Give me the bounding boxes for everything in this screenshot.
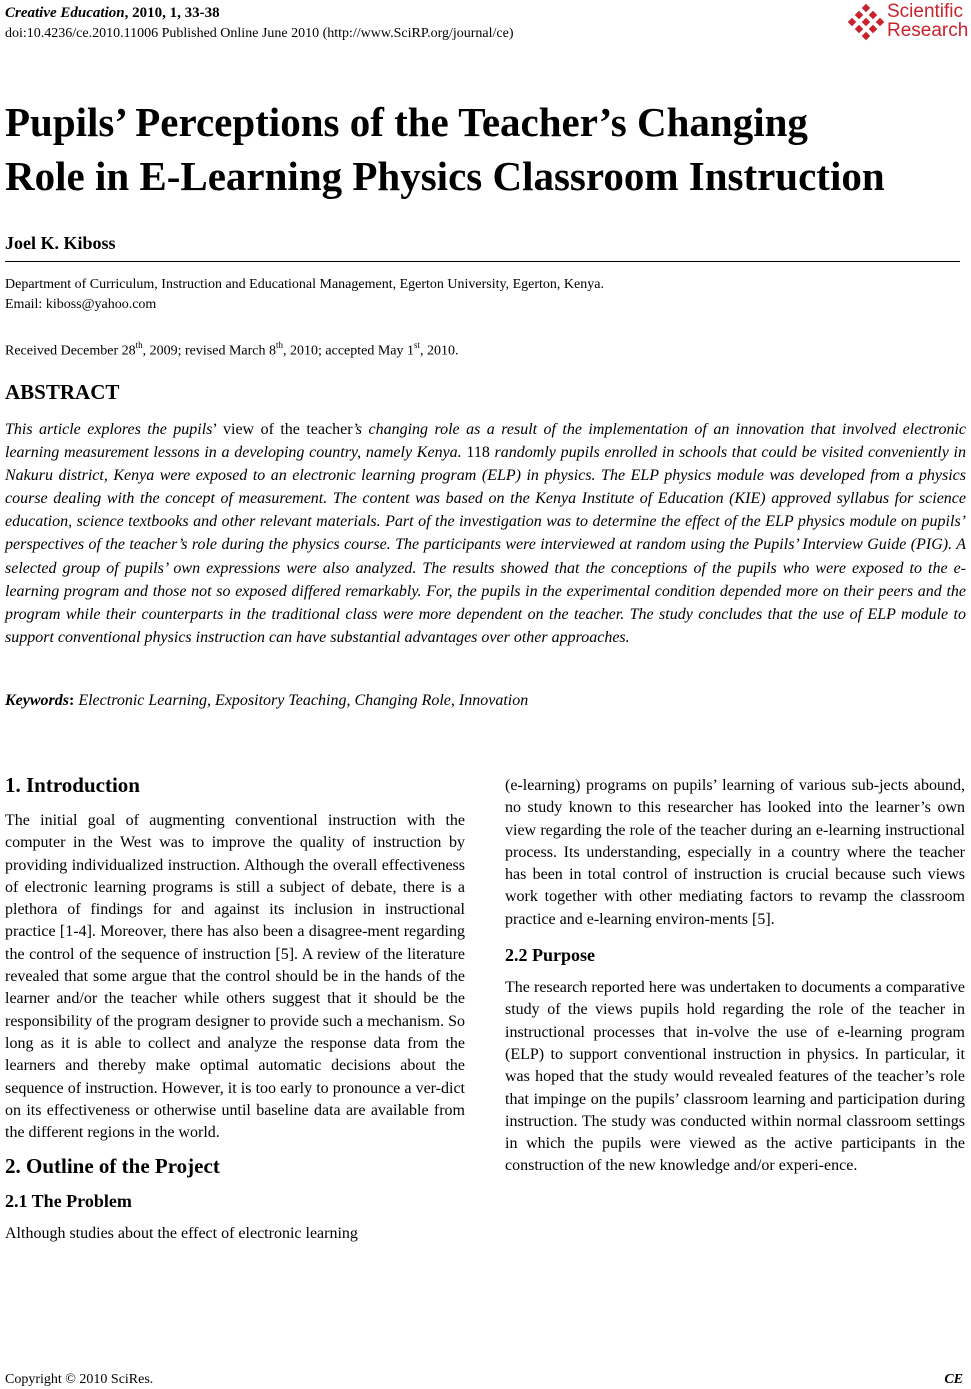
journal-citation bbox=[5, 4, 220, 22]
journal-name: Creative Education bbox=[5, 5, 125, 21]
abstract-text: This article explores the pupils bbox=[5, 421, 213, 438]
abstract-text: ) approved syllabus for science education, science textbooks and other relevant materials. Part of the investigation was to determine the effect of the ELP physics module on pupils bbox=[5, 490, 966, 531]
logo-line-2: Research bbox=[887, 20, 969, 41]
abstract-text: ’ own expressions were also analyzed. The results showed that the conceptions of the pupils who were exposed to the e-learning program and those not so exposed differed remarkably. For, the pupils in the experimental condition depended more on their peers and the program while their counterparts in the traditional class were more dependent on the teacher. The study concludes that the use of ELP module to support conventional physics instruction can have substantial advantages over other approaches. bbox=[5, 559, 967, 646]
date-suffix: st bbox=[414, 340, 421, 350]
footer-journal-abbrev: CE bbox=[944, 1372, 963, 1387]
abstract-body bbox=[5, 418, 966, 649]
section-heading-introduction: 1. Introduction bbox=[5, 773, 140, 797]
abstract-text: ’s role during the physics course. The participants were interviewed at random using the Pupils bbox=[177, 536, 795, 554]
abstract-text: ) in physics. The ELP physics module was developed from a physics course dealing with the concept of measurement. The content was based on the Kenya Institute of Education ( bbox=[5, 467, 967, 508]
abstract-acronym: PIG bbox=[916, 536, 943, 554]
logo-line-1: Scientific bbox=[887, 1, 964, 22]
revised-text: , 2009; revised March 8 bbox=[142, 343, 276, 359]
year-text: , 2010. bbox=[420, 343, 459, 359]
right-column bbox=[505, 775, 965, 1178]
keywords-label: Keywords bbox=[5, 692, 69, 709]
received-dates bbox=[5, 337, 459, 361]
abstract-heading: ABSTRACT bbox=[5, 380, 120, 404]
keywords-colon: : bbox=[69, 692, 79, 709]
publisher-logo bbox=[847, 2, 967, 46]
keywords bbox=[5, 690, 965, 712]
left-column bbox=[5, 772, 465, 1246]
abstract-text: ’ Interview Guide ( bbox=[794, 536, 917, 554]
abstract-text: ’ perspectives of the teacher bbox=[5, 513, 966, 554]
subsection-heading-purpose: 2.2 Purpose bbox=[505, 945, 595, 966]
paragraph-purpose: The research reported here was undertaken to documents a comparative study of the views pupils hold regarding the role of the teacher in instructional processes that in-volve the use of e-learning program (ELP) to support conventional instruction in physics. In particular, it was hoped that the study would revealed features of the teacher’s role that impinge on the pupils’ classroom learning and participation during instruction. The study was conducted within normal classroom settings in which the pupils were viewed as the active participants in the construction of the new knowledge and/or experi-ence. bbox=[505, 979, 965, 1175]
keywords-list: Electronic Learning, Expository Teaching, Changing Role, Innovation bbox=[78, 692, 529, 709]
paper-title bbox=[5, 95, 965, 203]
footer-copyright: Copyright © 2010 SciRes. bbox=[5, 1372, 154, 1387]
affiliation: Department of Curriculum, Instruction and Educational Management, Egerton University, Egerton, Kenya. bbox=[5, 277, 604, 292]
abstract-text: randomly pupils enrolled in schools that could be visited conveniently in Nakuru district, Kenya were exposed to an electronic learning program ( bbox=[5, 444, 966, 485]
logo-text bbox=[887, 2, 968, 40]
title-divider bbox=[5, 261, 960, 262]
received-text: Received December 28 bbox=[5, 343, 136, 359]
date-suffix: th bbox=[135, 340, 143, 350]
subsection-heading-problem: 2.1 The Problem bbox=[5, 1191, 132, 1212]
abstract-acronym: ELP bbox=[487, 467, 516, 485]
paragraph-introduction: The initial goal of augmenting conventional instruction with the computer in the West was to improve the quality of instruction by providing individualized instruction. Although the overall effectiveness of electronic learning programs is still a subject of debate, there is a plethora of findings for and against its inclusion in instructional practice [1-4]. Moreover, there has also been a disagree-ment regarding the control of the sequence of instruction [5]. A review of the literature revealed that some argue that the control should be in the hands of the learner and/or the teacher while others suggest that it should be the responsibility of the program designer to provide such a mechanism. So long as it is able to collect and analyze the response data from the learners and thereby make optimal automatic decisions about the sequence of instruction. However, it is too early to pronounce a ver-dict on its effectiveness or otherwise until baseline data are available from the different regions in the world. bbox=[5, 812, 465, 1142]
scirp-diamond-logo-icon bbox=[847, 4, 885, 42]
section-heading-outline: 2. Outline of the Project bbox=[5, 1154, 220, 1179]
paragraph-problem-continued: (e-learning) programs on pupils’ learning of various sub-jects abound, no study known to this researcher has looked into the learner’s own view regarding the role of the teacher during an e-learning instructional process. Its understanding, especially in a country where the teacher has been in total control of instruction is crucial because such views work together with other mediating factors to revamp the classroom practice and e-learning environ-ments [5]. bbox=[505, 777, 965, 928]
title-line-2: Role in E-Learning Physics Classroom Instruction bbox=[5, 153, 885, 199]
date-suffix: th bbox=[275, 340, 283, 350]
abstract-text: ’s changing role as a result of the implementation of an innovation that involved electronic learning measurement lessons in a developing country, namely Kenya. bbox=[5, 421, 967, 462]
author-name: Joel K. Kiboss bbox=[5, 233, 116, 253]
abstract-text: ). A selected group of pupils bbox=[5, 536, 967, 577]
paragraph-problem: Although studies about the effect of electronic learning bbox=[5, 1225, 358, 1243]
abstract-acronym: KIE bbox=[734, 490, 761, 508]
journal-volume: , 2010, 1, 33-38 bbox=[124, 5, 220, 21]
doi-line: doi:10.4236/ce.2010.11006 Published Online June 2010 (http://www.SciRP.org/journal/ce) bbox=[5, 26, 514, 41]
title-line-1: Pupils’ Perceptions of the Teacher’s Changing bbox=[5, 99, 808, 145]
author-email: Email: kiboss@yahoo.com bbox=[5, 297, 157, 312]
accepted-text: , 2010; accepted May 1 bbox=[283, 343, 415, 359]
abstract-number: 118 bbox=[466, 444, 490, 462]
abstract-text: ’ view of the teacher bbox=[212, 421, 353, 438]
